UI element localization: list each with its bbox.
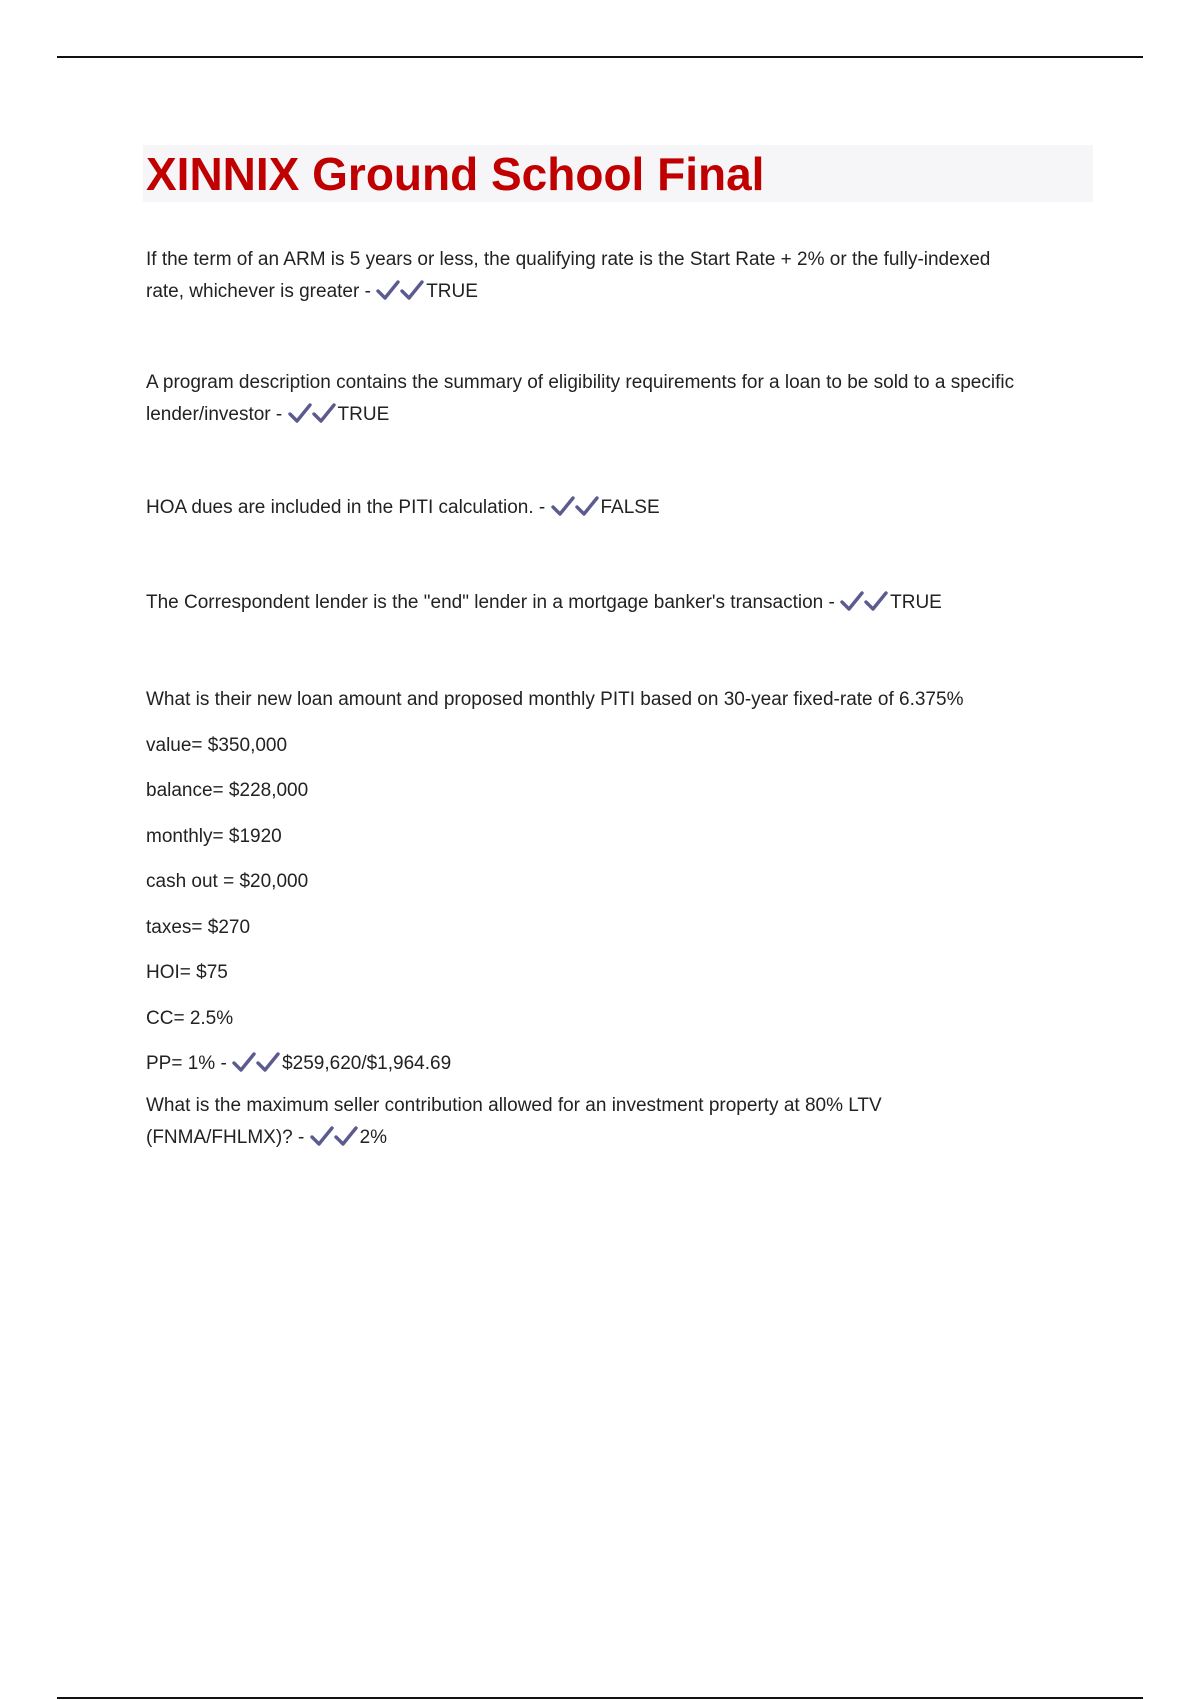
question-text: HOA dues are included in the PITI calculation. -: [146, 497, 546, 518]
question-text: What is their new loan amount and proposed monthly PITI based on 30-year fixed-rate of 6.375%: [146, 689, 964, 710]
question-last-line: [146, 492, 1106, 524]
answer-text: TRUE: [426, 281, 478, 302]
question-last-line: [146, 1122, 1106, 1154]
double-check-icon: [864, 590, 888, 612]
detail-line: taxes= $270: [146, 916, 251, 938]
question-text: lender/investor -: [146, 404, 283, 425]
detail-line: PP= 1% -: [146, 1053, 227, 1074]
answer-text: 2%: [359, 1127, 388, 1148]
detail-line: balance= $228,000: [146, 780, 309, 801]
document-title: XINNIX Ground School Final: [146, 148, 765, 200]
detail-line: CC= 2.5%: [146, 1007, 234, 1029]
detail-line: value= $350,000: [146, 734, 288, 756]
double-check-icon: [334, 1125, 358, 1147]
double-check-icon: [551, 495, 575, 517]
detail-line: cash out = $20,000: [146, 871, 309, 892]
answer-text: $259,620/$1,964.69: [282, 1053, 452, 1074]
double-check-icon: [312, 402, 336, 424]
double-check-icon: [400, 279, 424, 301]
question-text: (FNMA/FHLMX)? -: [146, 1127, 305, 1148]
top-rule: [57, 56, 1143, 58]
question-last-line: [146, 276, 1106, 308]
qa-item-1: [146, 244, 1106, 308]
detail-line: monthly= $1920: [146, 825, 282, 847]
question-text: The Correspondent lender is the "end" lender in a mortgage banker's transaction -: [146, 592, 835, 613]
question-text: If the term of an ARM is 5 years or less, the qualifying rate is the Start Rate + 2% or the fully-indexed: [146, 249, 991, 270]
question-last-line: [146, 399, 1106, 431]
question-text: What is the maximum seller contribution allowed for an investment property at 80% LTV: [146, 1095, 882, 1116]
question-text: rate, whichever is greater -: [146, 281, 371, 302]
double-check-icon: [575, 495, 599, 517]
bottom-rule: [57, 1697, 1143, 1699]
double-check-icon: [256, 1051, 280, 1073]
question-last-line: [146, 587, 1106, 619]
detail-line: HOI= $75: [146, 962, 228, 983]
double-check-icon: [840, 590, 864, 612]
question-last-line: [146, 1041, 1106, 1087]
double-check-icon: [288, 402, 312, 424]
qa-item-3: [146, 492, 1106, 524]
double-check-icon: [232, 1051, 256, 1073]
double-check-icon: [376, 279, 400, 301]
qa-item-5: [146, 677, 1106, 1087]
answer-text: FALSE: [600, 497, 660, 518]
answer-text: TRUE: [337, 404, 390, 425]
question-text: A program description contains the summary of eligibility requirements for a loan to be sold to a specific: [146, 372, 1015, 393]
qa-item-6: [146, 1090, 1106, 1154]
answer-text: TRUE: [890, 592, 942, 613]
qa-item-4: [146, 587, 1106, 619]
double-check-icon: [310, 1125, 334, 1147]
qa-item-2: [146, 367, 1106, 431]
